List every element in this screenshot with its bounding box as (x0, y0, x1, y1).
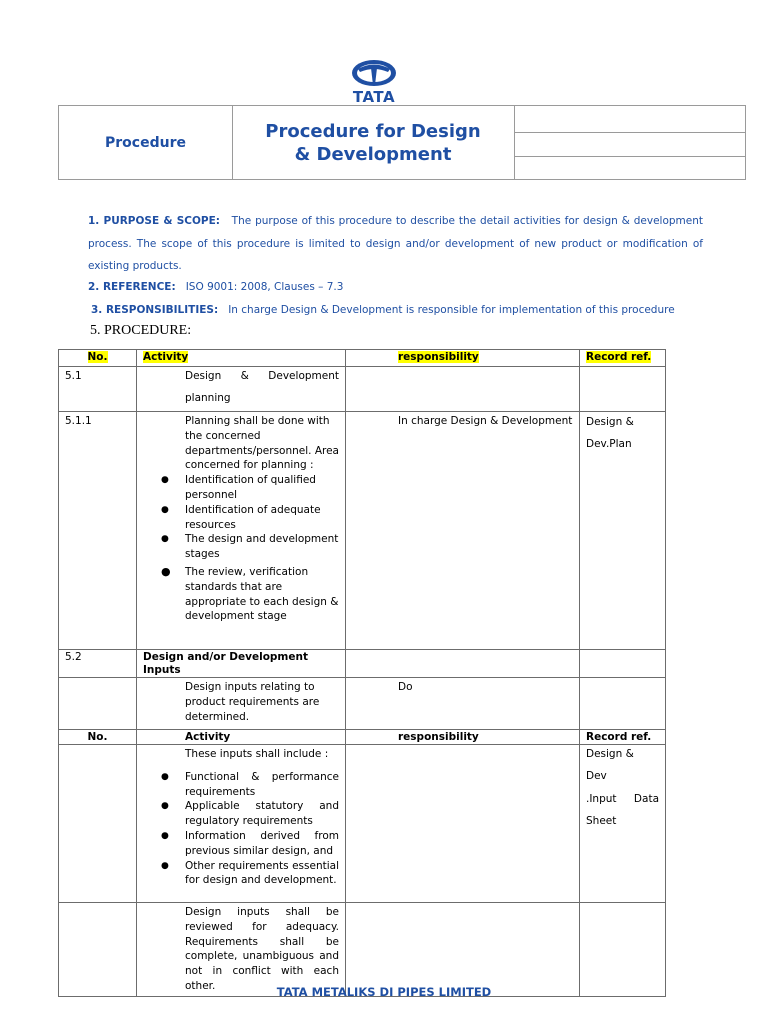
record-ref-line: Design & (586, 748, 634, 760)
table-subheader-row (59, 730, 666, 745)
record-ref-line: Dev.Plan (586, 438, 632, 450)
logo-text: TATA (352, 88, 396, 106)
record-ref-line: Dev (586, 770, 607, 783)
inputs-intro: These inputs shall include : (185, 748, 329, 760)
table-row (59, 903, 666, 997)
row-activity: Design & Development planning (185, 370, 339, 404)
col-header-record: Record ref. (586, 351, 652, 363)
header-info-row (514, 133, 745, 157)
table-row (59, 412, 666, 650)
header-info-row (514, 106, 745, 133)
record-ref-line: Sheet (586, 815, 617, 828)
row-number: 5.1.1 (59, 412, 137, 650)
table-row (59, 745, 666, 903)
inputs-bullet-list (161, 770, 339, 888)
row-responsibility: Do (346, 678, 580, 730)
row-number: 5.1 (59, 367, 137, 412)
row-responsibility: In charge Design & Development (346, 412, 580, 650)
table-row (59, 678, 666, 730)
list-item: ● The review, verification standards that are appropriate to each design & development stage (161, 564, 339, 623)
col-header-responsibility: responsibility (398, 731, 479, 743)
planning-intro: Planning shall be done with the concerned departments/personnel. Area concerned for planning : (185, 415, 339, 472)
row-activity: Design and/or Development Inputs (143, 651, 308, 676)
row-activity: Design inputs shall be reviewed for adequacy. Requirements shall be complete, unambiguous and not in conflict with each other. (137, 903, 346, 997)
table-row (59, 650, 666, 678)
list-item: ● Identification of adequate resources (161, 503, 321, 531)
responsibilities (91, 299, 706, 322)
header-info-cells (514, 106, 745, 179)
col-header-responsibility: responsibility (398, 351, 479, 363)
col-header-no: No. (87, 731, 108, 743)
responsibilities-label: 3. RESPONSIBILITIES: (91, 304, 219, 316)
responsibilities-text: In charge Design & Development is responsible for implementation of this procedure (228, 304, 675, 316)
list-item: ● Identification of qualified personnel (161, 474, 316, 501)
list-item: ● Information derived from previous similar design, and (161, 829, 339, 857)
purpose-text: The purpose of this procedure to describe the detail activities for design & development process. The scope of this procedure is limited to design and/or development of new product or modification of existing products. (88, 215, 704, 272)
row-number: 5.2 (59, 650, 137, 678)
procedure-table (58, 349, 666, 997)
purpose-label: 1. PURPOSE & SCOPE: (88, 215, 220, 227)
table-row (59, 367, 666, 412)
list-item: ● Other requirements essential for design and development. (161, 859, 339, 887)
record-ref-line: Design & (586, 416, 634, 428)
tata-logo (344, 58, 404, 106)
record-ref-line: .Input Data (586, 792, 659, 805)
document-title: Procedure for Design & Development (232, 106, 515, 179)
header-procedure-label: Procedure (59, 106, 233, 179)
col-header-record: Record ref. (586, 731, 652, 743)
col-header-no: No. (87, 351, 108, 363)
purpose-scope (88, 210, 703, 278)
footer-company-name: TATA METALIKS DI PIPES LIMITED (276, 985, 492, 999)
reference-label: 2. REFERENCE: (88, 281, 176, 293)
reference-text: ISO 9001: 2008, Clauses – 7.3 (185, 281, 344, 293)
document-header-table (58, 105, 746, 180)
header-info-row (514, 157, 745, 181)
list-item: ● Functional & performance requirements (161, 770, 339, 798)
table-header-row (59, 350, 666, 367)
reference (88, 276, 703, 299)
planning-bullet-list (161, 473, 339, 624)
list-item: ● Applicable statutory and regulatory requirements (161, 800, 339, 828)
row-activity: Design inputs relating to product requirements are determined. (137, 678, 346, 730)
col-header-activity: Activity (185, 731, 231, 743)
col-header-activity: Activity (143, 351, 189, 363)
list-item: ● The design and development stages (161, 533, 339, 561)
procedure-heading: 5. PROCEDURE: (90, 323, 192, 338)
